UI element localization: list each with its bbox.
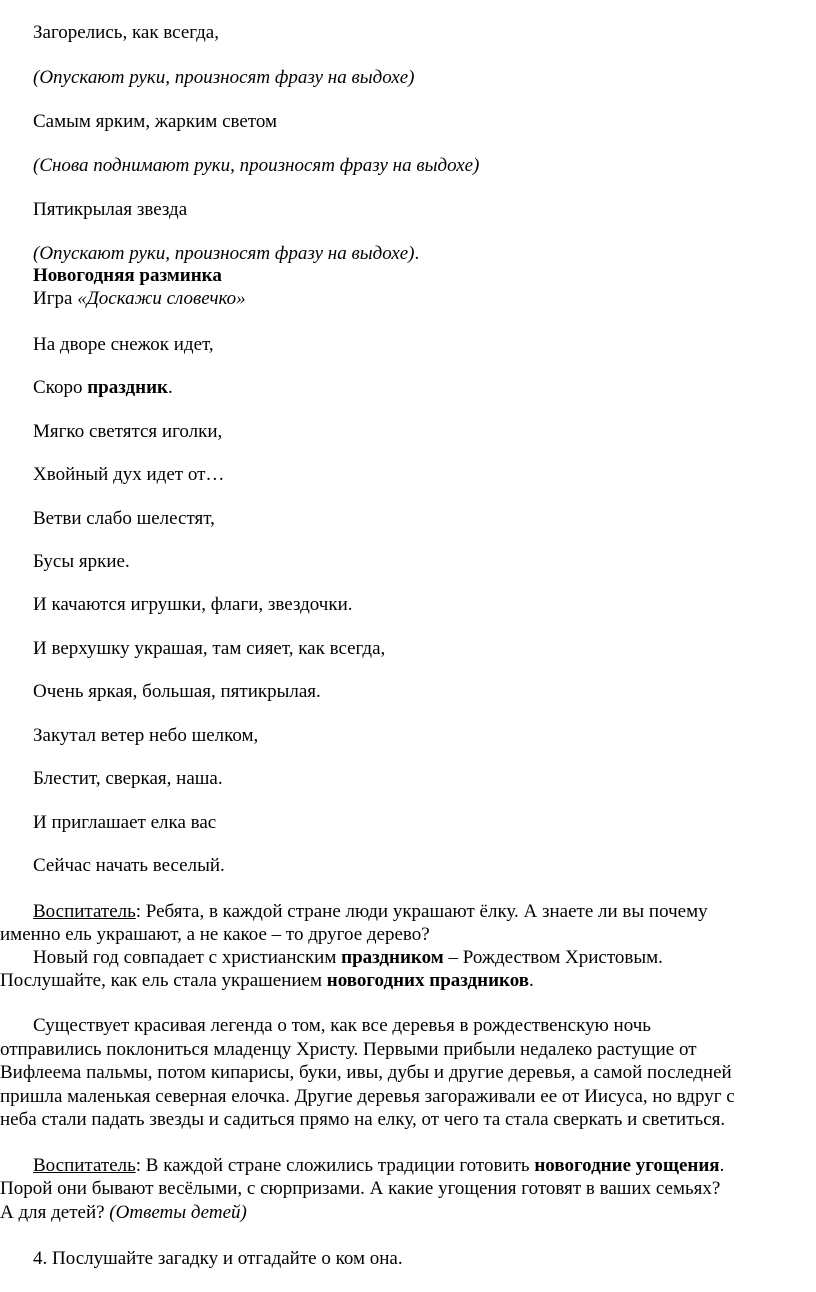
poem-line-2-bold: праздник [87,377,168,398]
teacher-speaker-2: Воспитатель [33,1155,136,1176]
poem-line-2-end: . [167,377,173,398]
children-answers: (Ответы детей) [109,1202,247,1223]
legend-line-4: пришла маленькая северная елочка. Другие деревья загораживали ее от Иисуса, но вдруг с [0,1086,735,1107]
poem-line-4: Хвойный дух идет от… [33,464,225,485]
teacher2-line-1-end: . [719,1155,725,1176]
teacher-line-3-start: Новый год совпадает с христианским [33,947,342,968]
teacher-line-4-end: . [529,970,534,991]
teacher2-line-3 [0,1202,247,1224]
poem-line-7: И качаются игрушки, флаги, звездочки. [33,594,353,615]
teacher-line-3-end: – Рождеством Христовым. [443,947,663,968]
poem-line-11: Блестит, сверкая, наша. [33,768,223,789]
teacher2-line-2: Порой они бывают весёлыми, с сюрпризами. А какие угощения готовят в ваших семьях? [0,1178,721,1199]
teacher-line-4-start: Послушайте, как ель стала украшением [0,970,327,991]
verse-line-2: Самым ярким, жарким светом [33,111,278,132]
stage-direction-3-period: . [414,243,420,264]
poem-line-5: Ветви слабо шелестят, [33,508,215,529]
teacher2-line-1-bold: новогодние угощения [534,1155,720,1176]
teacher-line-1-text: : Ребята, в каждой стране люди украшают ёлку. А знаете ли вы почему [135,901,708,922]
legend-line-2: отправились поклониться младенцу Христу. Первыми прибыли недалеко растущие от [0,1039,697,1060]
teacher-line-2: именно ель украшают, а не какое – то другое дерево? [0,924,430,945]
teacher-line-4-bold: новогодних праздников [326,970,530,991]
warmup-heading: Новогодняя разминка [33,265,222,286]
legend-line-1: Существует красивая легенда о том, как все деревья в рождественскую ночь [33,1015,651,1036]
teacher2-line-1 [33,1155,724,1177]
stage-direction-3: (Опускают руки, произносят фразу на выдохе) [33,243,415,264]
legend-line-3: Вифлеема пальмы, потом кипарисы, буки, ивы, дубы и другие деревья, а самой последней [0,1062,732,1083]
teacher-speaker-1: Воспитатель [33,901,136,922]
game-title: «Доскажи словечко» [77,288,246,309]
verse-line-3: Пятикрылая звезда [33,199,188,220]
poem-line-1: На дворе снежок идет, [33,334,214,355]
poem-line-8: И верхушку украшая, там сияет, как всегда, [33,638,386,659]
verse-line-1: Загорелись, как всегда, [33,22,219,43]
game-title-line [33,288,246,310]
riddle-line: 4. Послушайте загадку и отгадайте о ком она. [33,1248,403,1269]
game-prefix: Игра [33,288,78,309]
poem-line-12: И приглашает елка вас [33,812,217,833]
poem-line-2-start: Скоро [33,377,88,398]
stage-direction-1: (Опускают руки, произносят фразу на выдохе) [33,67,415,88]
poem-line-9: Очень яркая, большая, пятикрылая. [33,681,321,702]
poem-line-3: Мягко светятся иголки, [33,421,223,442]
stage-direction-3-line [33,243,419,265]
teacher-line-4 [0,970,534,992]
teacher-line-3 [33,947,663,969]
poem-line-13: Сейчас начать веселый. [33,855,225,876]
teacher2-line-1-start: : В каждой стране сложились традиции готовить [135,1155,535,1176]
stage-direction-2: (Снова поднимают руки, произносят фразу на выдохе) [33,155,480,176]
teacher2-line-3-start: А для детей? [0,1202,110,1223]
teacher-line-1 [33,901,708,923]
legend-line-5: неба стали падать звезды и садиться прямо на елку, от чего та стала сверкать и светиться. [0,1109,726,1130]
poem-line-6: Бусы яркие. [33,551,130,572]
poem-line-10: Закутал ветер небо шелком, [33,725,259,746]
teacher-line-3-bold: праздником [341,947,444,968]
poem-line-2 [33,377,173,399]
